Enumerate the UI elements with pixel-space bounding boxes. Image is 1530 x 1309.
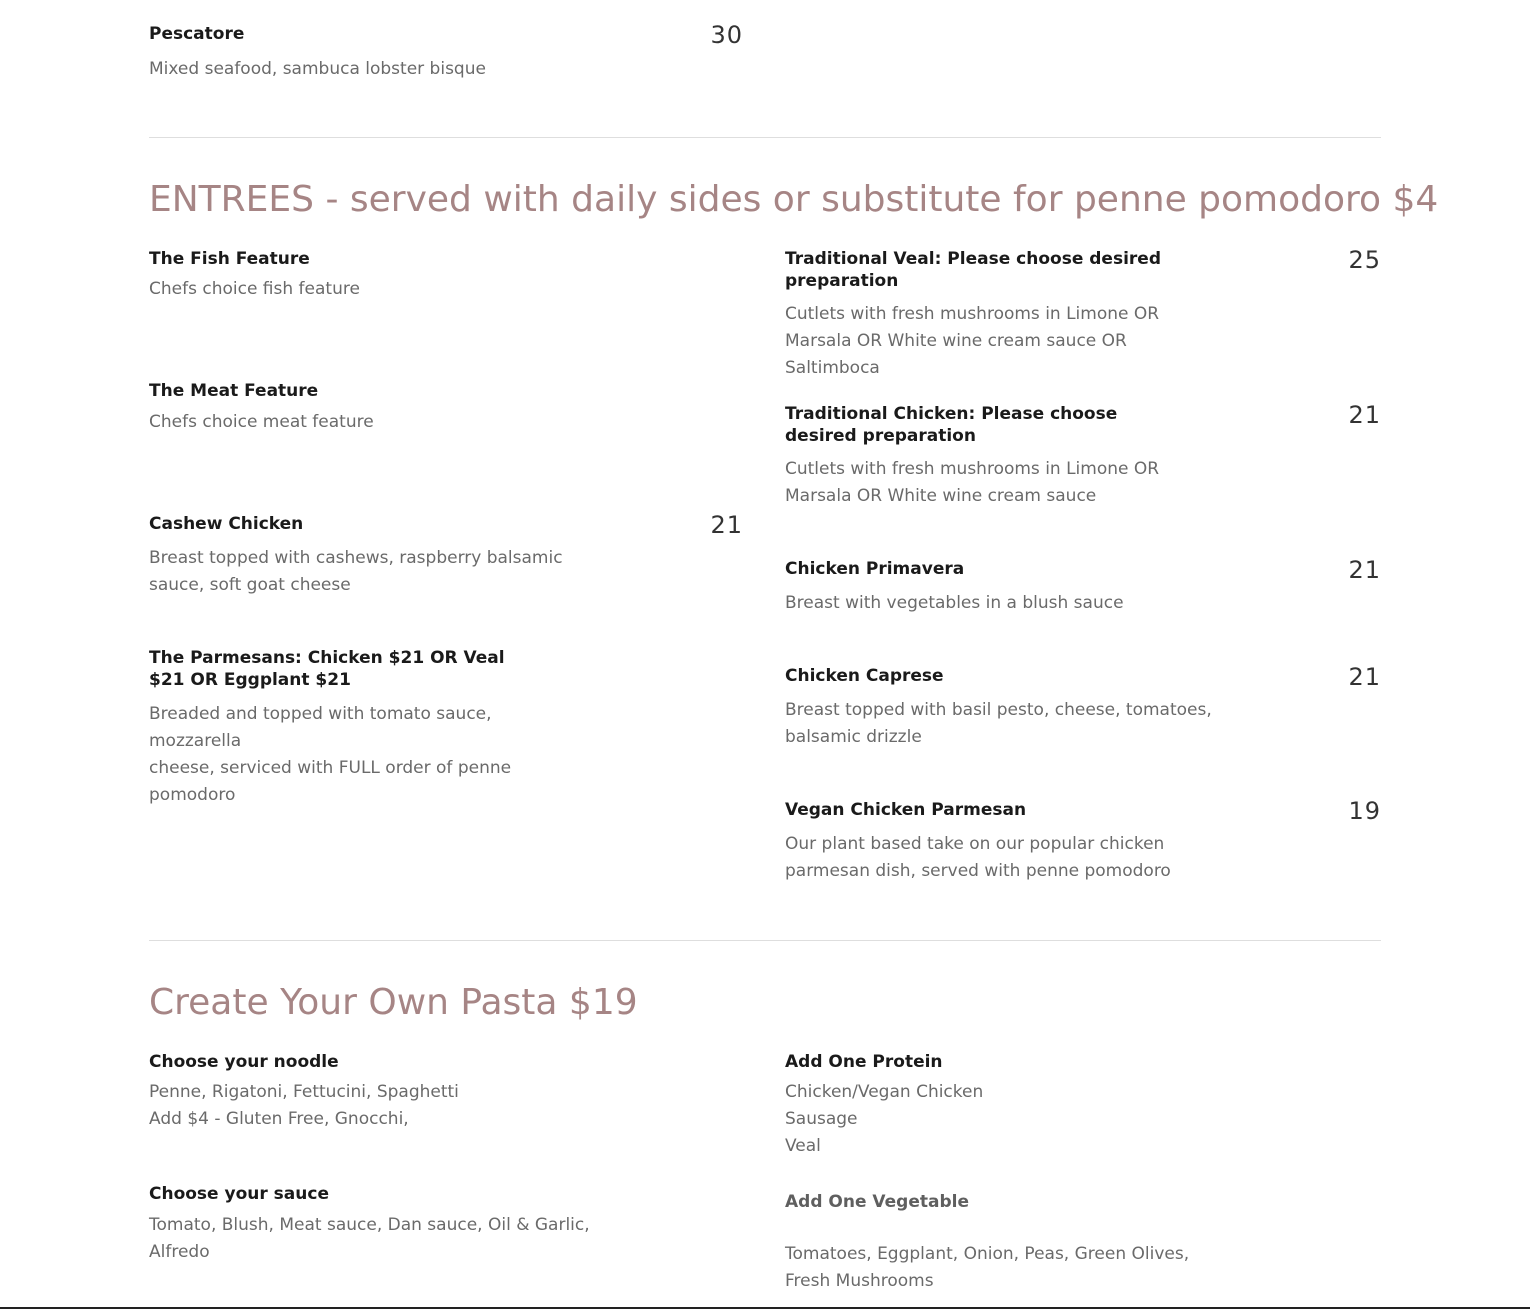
menu-item-parmesans — [149, 647, 743, 809]
item-price: 19 — [1348, 797, 1381, 825]
item-description: Cutlets with fresh mushrooms in Limone OR Marsala OR White wine cream sauce — [785, 459, 1160, 506]
item-name: Choose your noodle — [149, 1052, 339, 1072]
item-description: Breast with vegetables in a blush sauce — [785, 593, 1124, 613]
item-description: Tomato, Blush, Meat sauce, Dan sauce, Oil & Garlic, Alfredo — [149, 1215, 590, 1262]
item-price: 21 — [710, 511, 743, 539]
item-description: Chefs choice fish feature — [149, 279, 360, 299]
item-name: Pescatore — [149, 24, 245, 44]
item-description: Tomatoes, Eggplant, Onion, Peas, Green Olives, Fresh Mushrooms — [785, 1244, 1190, 1291]
item-name: Traditional Chicken: Please choose desired preparation — [785, 404, 1118, 446]
menu-item-fish-feature — [149, 248, 743, 303]
pescatore-section — [149, 0, 1381, 137]
item-price: 25 — [1348, 246, 1381, 274]
entrees-section — [149, 138, 1439, 940]
item-name: Traditional Veal: Please choose desired preparation — [785, 249, 1161, 291]
item-description: Breaded and topped with tomato sauce, mozzarella cheese, serviced with FULL order of penne pomodoro — [149, 704, 512, 805]
menu-item-chicken-primavera — [785, 558, 1381, 617]
item-price: 30 — [710, 21, 743, 49]
item-name: Chicken Primavera — [785, 559, 965, 579]
menu-item-traditional-chicken — [785, 403, 1381, 510]
item-description: Mixed seafood, sambuca lobster bisque — [149, 59, 486, 79]
section-title: Create Your Own Pasta $19 — [149, 982, 638, 1023]
item-description: Our plant based take on our popular chicken parmesan dish, served with penne pomodoro — [785, 834, 1171, 881]
pasta-sauce-option — [149, 1183, 743, 1266]
item-name: The Parmesans: Chicken $21 OR Veal $21 OR Eggplant $21 — [149, 648, 505, 690]
item-description: Penne, Rigatoni, Fettucini, Spaghetti Add $4 - Gluten Free, Gnocchi, — [149, 1082, 459, 1129]
pasta-protein-option — [785, 1051, 1381, 1160]
item-name: Cashew Chicken — [149, 514, 304, 534]
item-name: The Meat Feature — [149, 381, 319, 401]
item-name: Chicken Caprese — [785, 666, 944, 686]
item-price: 21 — [1348, 401, 1381, 429]
item-price: 21 — [1348, 663, 1381, 691]
pasta-vegetable-option — [785, 1191, 1381, 1295]
item-description: Breast topped with cashews, raspberry balsamic sauce, soft goat cheese — [149, 548, 563, 595]
pasta-section — [149, 941, 1381, 1309]
section-title: ENTREES - served with daily sides or substitute for penne pomodoro $4 — [149, 179, 1439, 220]
menu-item-chicken-caprese — [785, 665, 1381, 751]
menu-item-cashew-chicken — [149, 513, 743, 599]
item-name: Vegan Chicken Parmesan — [785, 800, 1027, 820]
menu-container — [149, 0, 1439, 1309]
item-name: The Fish Feature — [149, 249, 310, 269]
item-description: Chefs choice meat feature — [149, 412, 374, 432]
item-name: Choose your sauce — [149, 1184, 329, 1204]
menu-item-meat-feature — [149, 380, 743, 436]
item-name: Add One Vegetable — [785, 1192, 969, 1212]
menu-item-traditional-veal — [785, 248, 1381, 382]
item-description: Cutlets with fresh mushrooms in Limone OR Marsala OR White wine cream sauce OR Saltimboca — [785, 304, 1160, 378]
item-price: 21 — [1348, 556, 1381, 584]
menu-item-pescatore — [149, 23, 743, 83]
item-name: Add One Protein — [785, 1052, 943, 1072]
item-description: Chicken/Vegan Chicken Sausage Veal — [785, 1082, 984, 1156]
pasta-noodle-option — [149, 1051, 743, 1133]
item-description: Breast topped with basil pesto, cheese, tomatoes, balsamic drizzle — [785, 700, 1212, 747]
menu-item-vegan-chicken-parmesan — [785, 799, 1381, 885]
